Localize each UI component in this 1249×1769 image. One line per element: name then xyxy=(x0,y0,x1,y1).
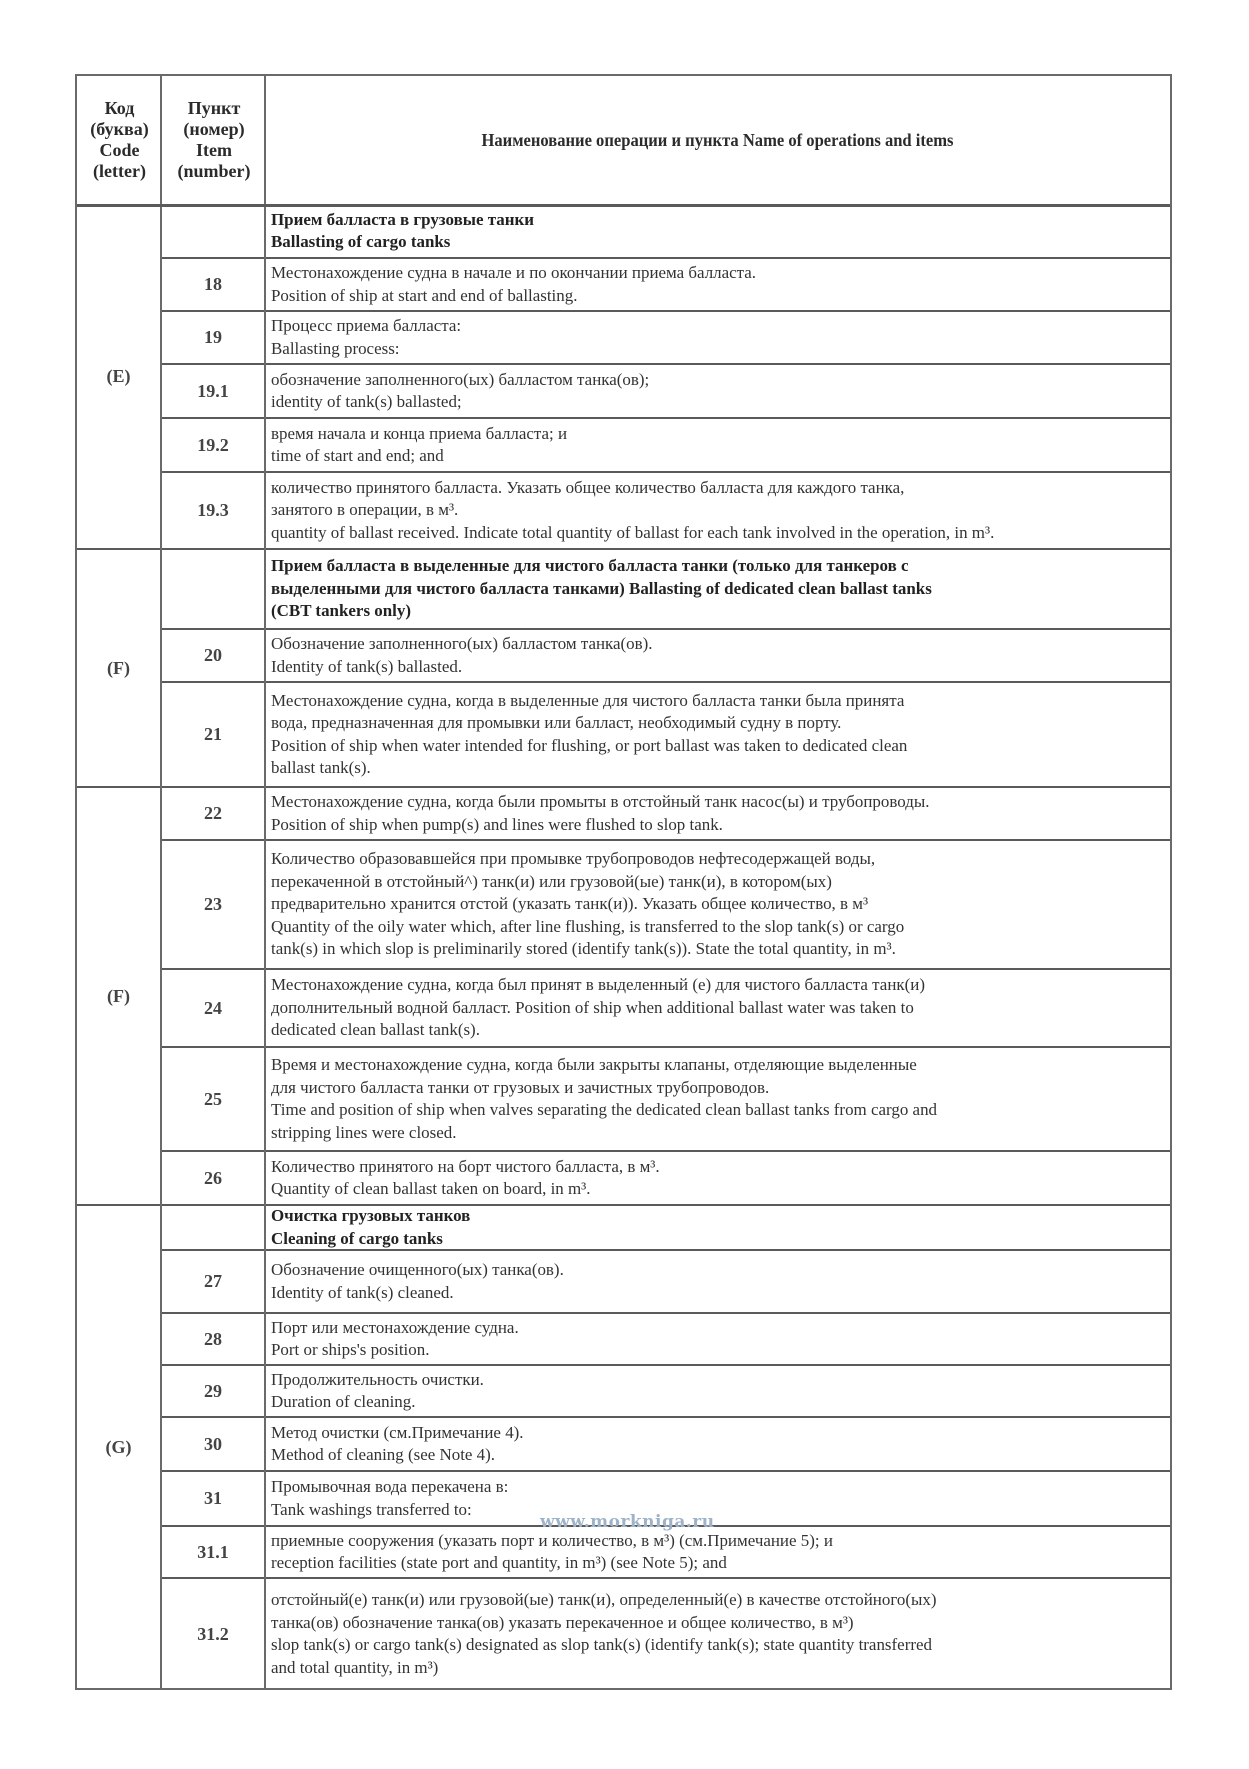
description-line: Обозначение заполненного(ых) балластом танка(ов). xyxy=(271,634,653,653)
item-number-cell xyxy=(162,1526,264,1578)
item-description-cell xyxy=(266,629,1170,682)
description-line: Identity of tank(s) ballasted. xyxy=(271,656,463,676)
item-number-cell xyxy=(162,1313,264,1365)
description-line: Количество образовавшейся при промывке трубопроводов нефтесодержащей воды, xyxy=(271,849,876,869)
item-description-cell xyxy=(266,840,1170,969)
description-line: Method of cleaning (see Note 4). xyxy=(271,1445,496,1464)
description-line: обозначение заполненного(ых) балластом танка(ов); xyxy=(271,369,650,389)
item-number-cell xyxy=(162,258,264,311)
section-heading-line: Очистка грузовых танков xyxy=(271,1206,471,1225)
description-line: Метод очистки (см.Примечание 4). xyxy=(271,1422,524,1442)
description-line: Местонахождение судна в начале и по окончании приема балласта. xyxy=(271,263,757,282)
description-line: time of start and end; and xyxy=(271,446,444,465)
description-line: Процесс приема балласта: xyxy=(271,316,462,335)
description-line: quantity of ballast received. Indicate total quantity of ballast for each tank involved in the operation, in m³. xyxy=(271,522,995,542)
description-line: для чистого балласта танки от грузовых и зачистных трубопроводов. xyxy=(271,1077,770,1097)
description-line: slop tank(s) or cargo tank(s) designated as slop tank(s) (identify tank(s); state quantity transferred xyxy=(271,1635,932,1654)
item-number-cell xyxy=(162,472,264,549)
code-letter-cell xyxy=(77,549,160,787)
watermark-text: www.morkniga.ru xyxy=(540,1512,715,1532)
item-number: 28 xyxy=(204,1328,222,1349)
item-description-cell xyxy=(266,1417,1170,1471)
code-letter-cell xyxy=(77,1205,160,1690)
description-line: предварительно хранится отстой (указать танк(и)). Указать общее количество, в м³ xyxy=(271,894,869,914)
description-line: Position of ship when pump(s) and lines were flushed to slop tank. xyxy=(271,814,723,834)
code-letter-cell xyxy=(77,787,160,1205)
item-number-cell xyxy=(162,364,264,418)
header-item-line: Пункт xyxy=(187,98,241,118)
description-line: Местонахождение судна, когда был принят в выделенный (е) для чистого балласта танк(и) xyxy=(271,975,925,995)
item-number: 19.1 xyxy=(197,380,229,401)
section-heading-line: Прием балласта в грузовые танки xyxy=(271,209,535,229)
header-item-line: Item xyxy=(196,140,232,160)
item-number-cell xyxy=(162,311,264,364)
item-number: 18 xyxy=(204,274,222,294)
description-line: перекаченной в отстойный^) танк(и) или грузовой(ые) танк(и), в котором(ых) xyxy=(271,871,832,891)
item-description-cell xyxy=(266,418,1170,472)
item-description-cell xyxy=(266,1471,1170,1526)
section-heading-line: Ballasting of cargo tanks xyxy=(271,232,451,251)
header-item-line: (number) xyxy=(177,161,251,181)
item-number: 31 xyxy=(204,1488,222,1508)
item-number: 24 xyxy=(204,997,222,1018)
description-line: Ballasting process: xyxy=(271,338,400,358)
code-letter: (F) xyxy=(107,657,130,678)
item-number-cell xyxy=(162,1578,264,1690)
item-number-cell xyxy=(162,1047,264,1151)
header-title xyxy=(266,76,1170,204)
header-divider xyxy=(77,204,1170,207)
item-description-cell xyxy=(266,364,1170,418)
item-description-cell xyxy=(266,1313,1170,1365)
description-line: reception facilities (state port and quantity, in m³) (see Note 5); and xyxy=(271,1553,727,1572)
header-code-line: Code xyxy=(99,140,140,160)
item-description-cell xyxy=(266,258,1170,311)
code-letter: (G) xyxy=(105,1437,132,1457)
item-number: 22 xyxy=(204,803,222,823)
item-number-cell xyxy=(162,418,264,472)
description-line: Port or ships's position. xyxy=(271,1340,430,1359)
item-number-cell xyxy=(162,969,264,1047)
description-line: Продолжительность очистки. xyxy=(271,1369,484,1389)
code-letter: (E) xyxy=(106,366,131,386)
description-line: Position of ship at start and end of ballasting. xyxy=(271,285,578,305)
description-line: количество принятого балласта. Указать общее количество балласта для каждого танка, xyxy=(271,477,905,497)
header-title-text: Наименование операции и пункта Name of operations and items xyxy=(482,129,954,150)
item-number-cell xyxy=(162,682,264,787)
section-heading-cell xyxy=(266,549,1170,629)
description-line: приемные сооружения (указать порт и количество, в м³) (см.Примечание 5); и xyxy=(271,1530,833,1550)
item-number-cell xyxy=(162,1365,264,1417)
item-description-cell xyxy=(266,682,1170,787)
description-line: dedicated clean ballast tank(s). xyxy=(271,1020,480,1040)
item-number: 19.2 xyxy=(197,434,229,455)
header-code-line: Код xyxy=(104,98,135,118)
header-item-column xyxy=(162,76,266,204)
item-number: 31.2 xyxy=(197,1623,229,1644)
item-description-cell xyxy=(266,1365,1170,1417)
description-line: танка(ов) обозначение танка(ов) указать перекаченное и общее количество, в м³) xyxy=(271,1612,854,1632)
header-code-line: (letter) xyxy=(93,161,146,181)
section-heading-line: Cleaning of cargo tanks xyxy=(271,1228,443,1248)
item-number-cell xyxy=(162,1471,264,1526)
description-line: Количество принятого на борт чистого балласта, в м³. xyxy=(271,1156,660,1176)
item-number: 19.3 xyxy=(197,500,229,520)
description-line: занятого в операции, в м³. xyxy=(271,500,459,520)
description-line: Обозначение очищенного(ых) танка(ов). xyxy=(271,1260,564,1279)
item-number-cell xyxy=(162,1417,264,1471)
description-line: Quantity of clean ballast taken on board, in m³. xyxy=(271,1179,591,1198)
item-number: 21 xyxy=(204,724,222,744)
item-description-cell xyxy=(266,1578,1170,1690)
description-line: время начала и конца приема балласта; и xyxy=(271,423,568,443)
section-heading-cell xyxy=(266,1205,1170,1250)
code-letter: (F) xyxy=(107,985,130,1006)
description-line: stripping lines were closed. xyxy=(271,1122,457,1142)
section-heading-line: Прием балласта в выделенные для чистого балласта танки (только для танкеров с xyxy=(271,556,909,576)
item-description-cell xyxy=(266,787,1170,840)
section-heading-cell xyxy=(266,204,1170,258)
item-number-cell xyxy=(162,549,264,629)
description-line: Порт или местонахождение судна. xyxy=(271,1317,519,1337)
description-line: Duration of cleaning. xyxy=(271,1392,416,1411)
item-description-cell xyxy=(266,1151,1170,1205)
item-number-cell xyxy=(162,1205,264,1250)
description-line: tank(s) in which slop is preliminarily stored (identify tank(s)). State the total quantity, in m³. xyxy=(271,939,896,959)
code-letter-cell xyxy=(77,204,160,549)
description-line: identity of tank(s) ballasted; xyxy=(271,392,462,411)
section-heading-line: (CBT tankers only) xyxy=(271,601,412,621)
description-line: and total quantity, in m³) xyxy=(271,1657,439,1677)
description-line: Время и местонахождение судна, когда были закрыты клапаны, отделяющие выделенные xyxy=(271,1055,917,1074)
item-number-cell xyxy=(162,840,264,969)
item-description-cell xyxy=(266,1250,1170,1313)
description-line: Time and position of ship when valves separating the dedicated clean ballast tanks from cargo and xyxy=(271,1100,938,1119)
item-description-cell xyxy=(266,969,1170,1047)
operations-table xyxy=(75,74,1172,1690)
item-number: 31.1 xyxy=(197,1541,229,1562)
item-description-cell xyxy=(266,472,1170,549)
column-divider xyxy=(264,76,266,1688)
description-line: отстойный(е) танк(и) или грузовой(ые) танк(и), определенный(е) в качестве отстойного(ых) xyxy=(271,1590,937,1609)
description-line: Position of ship when water intended for flushing, or port ballast was taken to dedicated clean xyxy=(271,735,908,755)
description-line: Промывочная вода перекачена в: xyxy=(271,1477,509,1496)
item-description-cell xyxy=(266,311,1170,364)
item-number-cell xyxy=(162,204,264,258)
description-line: Местонахождение судна, когда были промыты в отстойный танк насос(ы) и трубопроводы. xyxy=(271,792,930,811)
item-number: 30 xyxy=(204,1433,222,1454)
header-item-line: (номер) xyxy=(183,119,245,139)
section-heading-line: выделенными для чистого балласта танками) Ballasting of dedicated clean ballast tanks xyxy=(271,578,932,598)
item-number: 23 xyxy=(204,894,222,914)
item-number-cell xyxy=(162,1151,264,1205)
item-description-cell xyxy=(266,1047,1170,1151)
item-number-cell xyxy=(162,1250,264,1313)
description-line: Tank washings transferred to: xyxy=(271,1499,472,1519)
description-line: Quantity of the oily water which, after line flushing, is transferred to the slop tank(s) or cargo xyxy=(271,916,905,936)
item-number: 26 xyxy=(204,1167,222,1188)
item-number: 25 xyxy=(204,1088,222,1109)
description-line: Identity of tank(s) cleaned. xyxy=(271,1282,454,1302)
description-line: ballast tank(s). xyxy=(271,758,371,777)
item-number: 19 xyxy=(204,327,222,347)
item-description-cell xyxy=(266,1526,1170,1578)
description-line: вода, предназначенная для промывки или балласт, необходимый судну в порту. xyxy=(271,713,842,732)
item-number-cell xyxy=(162,629,264,682)
header-code-column xyxy=(77,76,162,204)
header-code-line: (буква) xyxy=(90,119,149,139)
item-number-cell xyxy=(162,787,264,840)
column-divider xyxy=(160,76,162,1688)
item-number: 29 xyxy=(204,1380,222,1401)
description-line: дополнительный водной балласт. Position of ship when additional ballast water was taken to xyxy=(271,997,914,1017)
description-line: Местонахождение судна, когда в выделенные для чистого балласта танки была принята xyxy=(271,690,905,710)
item-number: 20 xyxy=(204,645,222,665)
item-number: 27 xyxy=(204,1271,222,1291)
